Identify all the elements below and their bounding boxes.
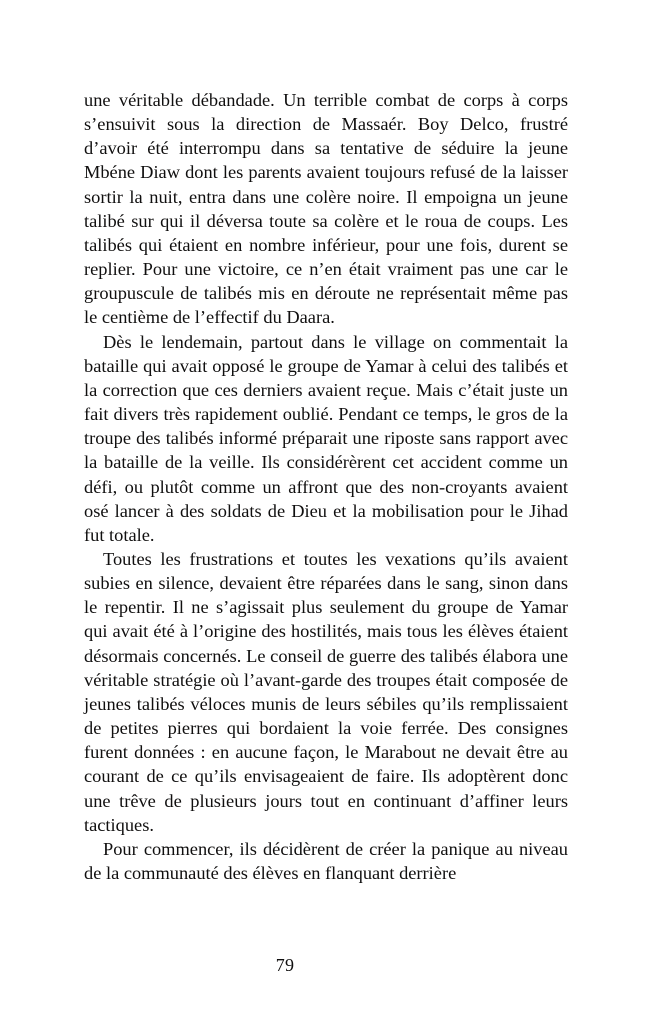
paragraph-3: Toutes les frustrations et toutes les vexations qu’ils avaient subies en silence, devaient être réparées dans le sang, sinon dans le repentir. Il ne s’agissait plus seulement du groupe de Yamar qui avait été à l’origine des hostilités, mais tous les élèves étaient désormais concernés. Le conseil de guerre des talibés élabora une véritable stratégie où l’avant-garde des troupes était composée de jeunes talibés véloces munis de leurs sébiles qu’ils remplissaient de petites pierres qui bordaient la voie ferrée. Des consignes furent données : en aucune façon, le Marabout ne devait être au courant de ce qu’ils envisageaient de faire. Ils adoptèrent donc une trêve de plusieurs jours tout en continuant d’affiner leurs tactiques.: [84, 548, 568, 835]
paragraph-1: une véritable débandade. Un terrible combat de corps à corps s’ensuivit sous la direction de Massaér. Boy Delco, frustré d’avoir été interrompu dans sa tentative de séduire la jeune Mbéne Diaw dont les parents avaient toujours refusé de la laisser sortir la nuit, entra dans une colère noire. Il empoigna un jeune talibé sur qui il déversa toute sa colère et le roua de coups. Les talibés qui étaient en nombre inférieur, pour une fois, durent se replier. Pour une victoire, ce n’en était vraiment pas une car le groupuscule de talibés mis en déroute ne représentait même pas le centième de l’effectif du Daara.: [84, 90, 568, 328]
page-number: 79: [275, 955, 295, 975]
page-text-block: [84, 88, 568, 885]
paragraph-4: Pour commencer, ils décidèrent de créer la panique au niveau de la communauté des élèves en flanquant derrière: [84, 838, 568, 883]
paragraph-2: Dès le lendemain, partout dans le village on commentait la bataille qui avait opposé le groupe de Yamar à celui des talibés et la correction que ces derniers avaient reçue. Mais c’était juste un fait divers très rapidement oublié. Pendant ce temps, le gros de la troupe des talibés informé préparait une riposte sans rapport avec la bataille de la veille. Ils considérèrent cet accident comme un défi, ou plutôt comme un affront que des non-croyants avaient osé lancer à des soldats de Dieu et la mobilisation pour le Jihad fut totale.: [84, 331, 568, 545]
